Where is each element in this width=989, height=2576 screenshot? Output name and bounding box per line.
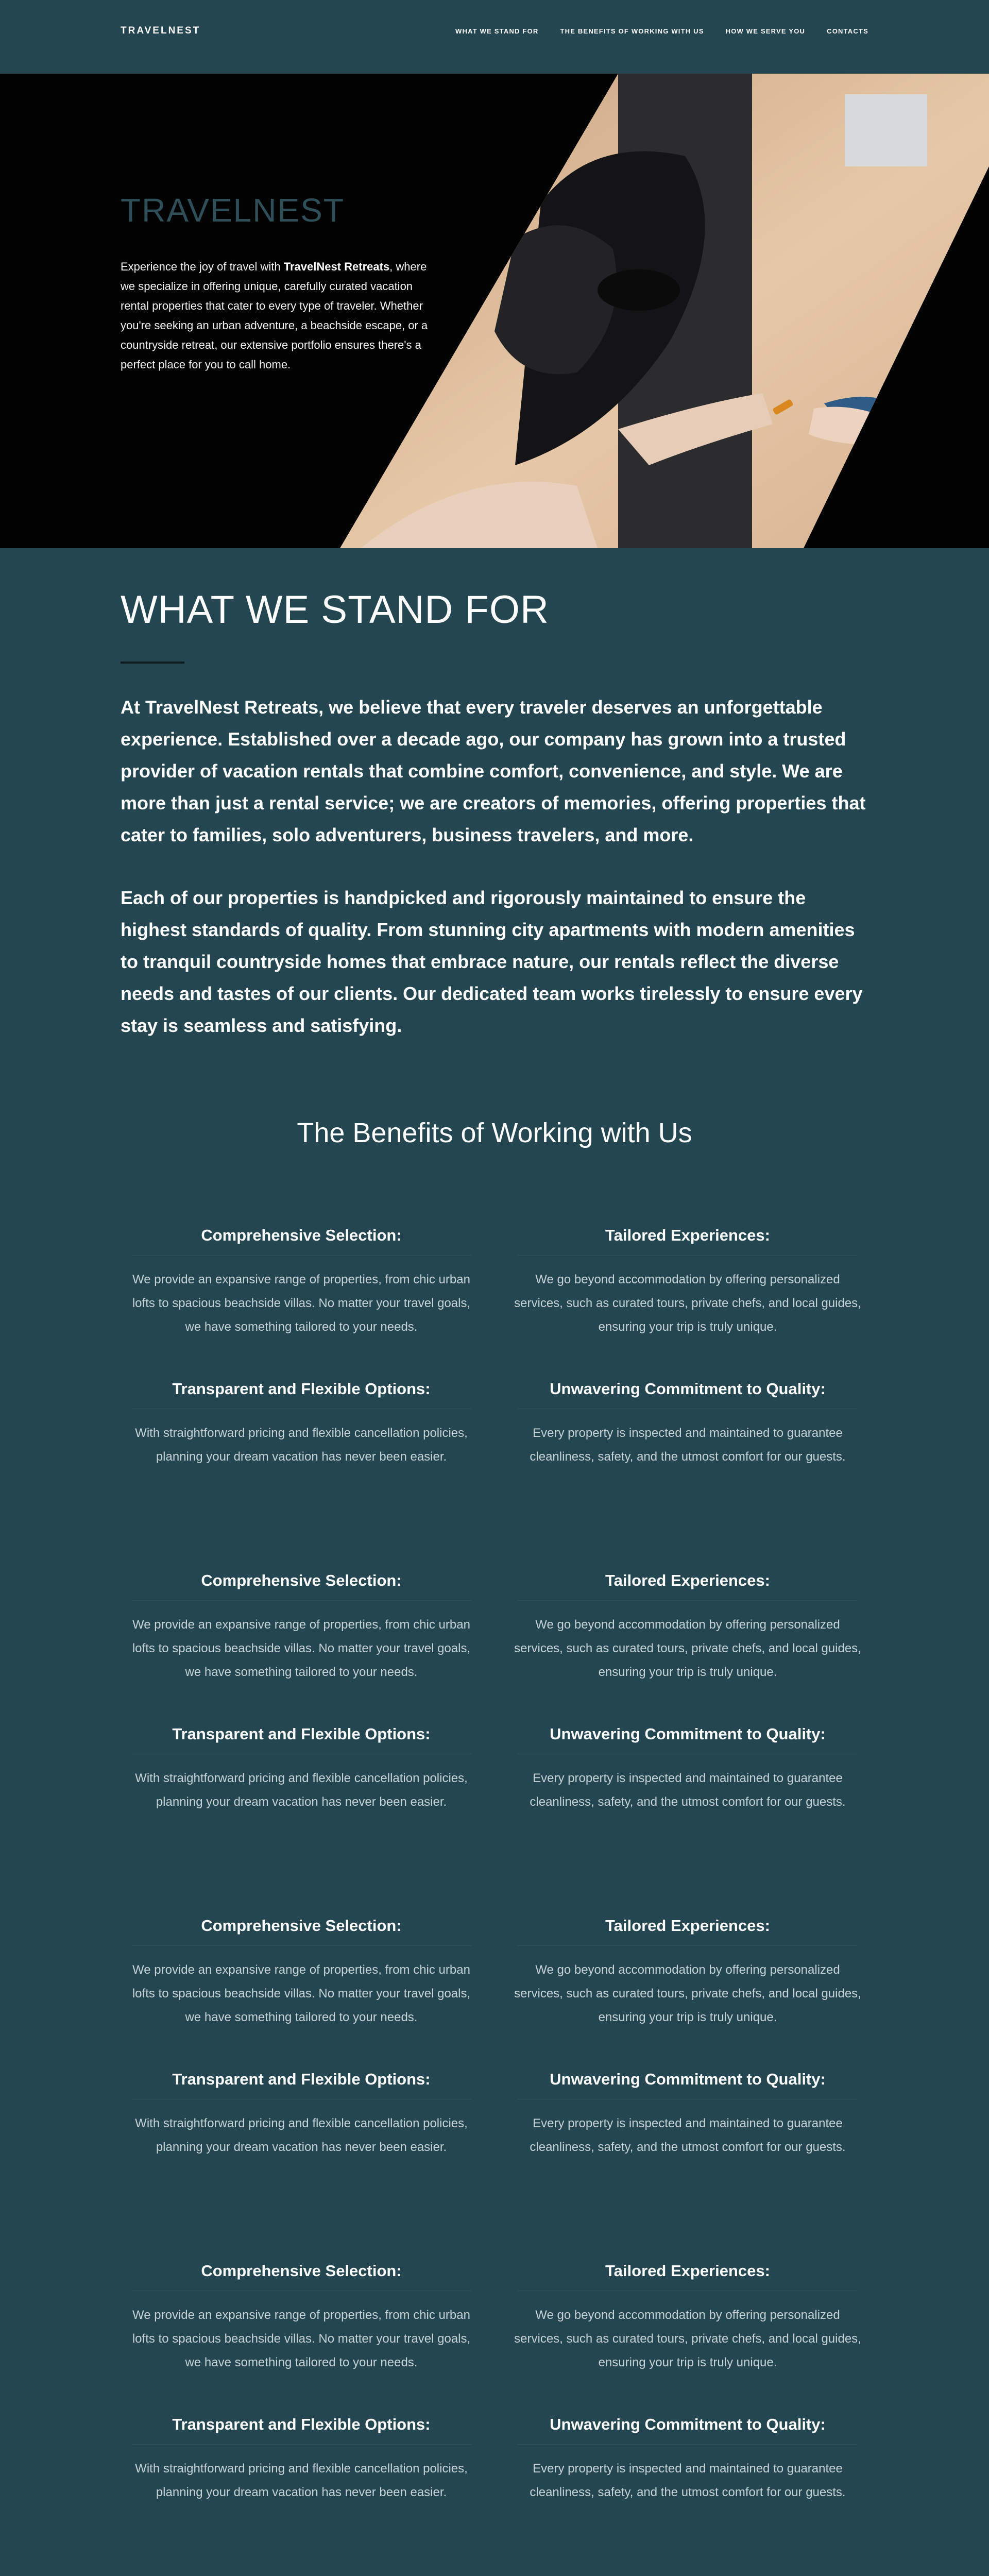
stand-for-paragraph-1: At TravelNest Retreats, we believe that every traveler deserves an unforgettable experience. Established over a decade ago, our company has grown into a trusted provider of vacation rentals that combine comfort, convenience, and style. We are more than just a rental service; we are creators of memories, offering properties that cater to families, solo adventurers, business travelers, and more. bbox=[121, 697, 866, 845]
benefits-title: The Benefits of Working with Us bbox=[297, 1117, 692, 1148]
benefit-card bbox=[124, 1379, 479, 1469]
benefit-title: Unwavering Commitment to Quality: bbox=[550, 2415, 826, 2433]
benefit-text: With straightforward pricing and flexible cancellation policies, planning your dream vacation has never been easier. bbox=[135, 2462, 468, 2499]
benefit-divider bbox=[131, 1945, 471, 1946]
benefit-divider bbox=[518, 1255, 858, 1256]
benefit-card bbox=[124, 1570, 479, 1684]
benefit-text: With straightforward pricing and flexible cancellation policies, planning your dream vacation has never been easier. bbox=[135, 1426, 468, 1464]
benefit-card bbox=[510, 2069, 865, 2159]
benefit-title: Comprehensive Selection: bbox=[201, 1571, 402, 1589]
benefit-card bbox=[510, 2261, 865, 2375]
benefit-text: We provide an expansive range of properties, from chic urban lofts to spacious beachside villas. No matter your travel goals, we have something tailored to your needs. bbox=[132, 1618, 471, 1679]
benefit-text: With straightforward pricing and flexible cancellation policies, planning your dream vacation has never been easier. bbox=[135, 2116, 468, 2154]
nav-link-serve[interactable]: HOW WE SERVE YOU bbox=[725, 27, 806, 35]
benefit-divider bbox=[131, 2444, 471, 2445]
hero-title: TRAVELNEST bbox=[121, 192, 345, 229]
benefit-title: Tailored Experiences: bbox=[605, 1226, 770, 1244]
benefit-card bbox=[510, 1916, 865, 2029]
benefit-card bbox=[510, 1225, 865, 1339]
benefit-text: Every property is inspected and maintained to guarantee cleanliness, safety, and the utmost comfort for our guests. bbox=[530, 1426, 846, 1464]
benefit-card bbox=[124, 2069, 479, 2159]
top-nav bbox=[0, 0, 989, 74]
benefit-title: Comprehensive Selection: bbox=[201, 2262, 402, 2280]
stand-for-title: WHAT WE STAND FOR bbox=[121, 588, 549, 632]
nav-link-stand-for[interactable]: WHAT WE STAND FOR bbox=[455, 27, 539, 35]
benefit-divider bbox=[131, 1600, 471, 1601]
benefit-card bbox=[124, 2414, 479, 2504]
benefit-card bbox=[510, 2414, 865, 2504]
benefit-title: Tailored Experiences: bbox=[605, 2262, 770, 2280]
hero-section bbox=[0, 74, 989, 548]
benefit-card bbox=[124, 1225, 479, 1339]
section-divider bbox=[121, 662, 184, 664]
benefit-text: We provide an expansive range of properties, from chic urban lofts to spacious beachside villas. No matter your travel goals, we have something tailored to your needs. bbox=[132, 1273, 471, 1334]
benefit-text: We go beyond accommodation by offering personalized services, such as curated tours, private chefs, and local guides, ensuring your trip is truly unique. bbox=[514, 1963, 861, 2024]
stand-for-paragraph-2: Each of our properties is handpicked and rigorously maintained to ensure the highest standards of quality. From stunning city apartments with modern amenities to tranquil countryside homes that embrace nature, our rentals reflect the diverse needs and tastes of our clients. Our dedicated team works tirelessly to ensure every stay is seamless and satisfying. bbox=[121, 887, 863, 1036]
benefit-text: Every property is inspected and maintained to guarantee cleanliness, safety, and the utmost comfort for our guests. bbox=[530, 2462, 846, 2499]
benefit-title: Tailored Experiences: bbox=[605, 1917, 770, 1935]
benefit-card bbox=[510, 1379, 865, 1469]
benefit-divider bbox=[131, 1255, 471, 1256]
benefit-text: We go beyond accommodation by offering personalized services, such as curated tours, private chefs, and local guides, ensuring your trip is truly unique. bbox=[514, 2308, 861, 2369]
benefit-text: With straightforward pricing and flexible cancellation policies, planning your dream vacation has never been easier. bbox=[135, 1771, 468, 1809]
benefit-text: We provide an expansive range of properties, from chic urban lofts to spacious beachside villas. No matter your travel goals, we have something tailored to your needs. bbox=[132, 1963, 471, 2024]
benefit-title: Transparent and Flexible Options: bbox=[172, 1725, 431, 1743]
benefit-text: We go beyond accommodation by offering personalized services, such as curated tours, private chefs, and local guides, ensuring your trip is truly unique. bbox=[514, 1273, 861, 1334]
benefit-title: Unwavering Commitment to Quality: bbox=[550, 1725, 826, 1743]
hero-brand-highlight: TravelNest Retreats bbox=[283, 260, 390, 273]
brand-logo[interactable]: TRAVELNEST bbox=[121, 25, 201, 36]
benefit-divider bbox=[518, 1945, 858, 1946]
benefit-divider bbox=[518, 1600, 858, 1601]
benefit-title: Transparent and Flexible Options: bbox=[172, 2070, 431, 2088]
benefit-text: Every property is inspected and maintained to guarantee cleanliness, safety, and the utmost comfort for our guests. bbox=[530, 2116, 846, 2154]
benefit-title: Transparent and Flexible Options: bbox=[172, 2415, 431, 2433]
benefit-text: We provide an expansive range of properties, from chic urban lofts to spacious beachside villas. No matter your travel goals, we have something tailored to your needs. bbox=[132, 2308, 471, 2369]
benefit-card bbox=[124, 2261, 479, 2375]
benefit-divider bbox=[518, 2444, 858, 2445]
benefit-title: Comprehensive Selection: bbox=[201, 1226, 402, 1244]
benefit-title: Comprehensive Selection: bbox=[201, 1917, 402, 1935]
benefit-card bbox=[510, 1724, 865, 1814]
hero-description: Experience the joy of travel with TravelNest Retreats, where we specialize in offering unique, carefully curated vacation rental properties that cater to every type of traveler. Whether you're seeking an urban adventure, a beachside escape, or a countryside retreat, our extensive portfolio ensures there's a perfect place for you to call home. bbox=[121, 260, 428, 371]
nav-link-contacts[interactable]: CONTACTS bbox=[827, 27, 868, 35]
benefit-text: Every property is inspected and maintained to guarantee cleanliness, safety, and the utmost comfort for our guests. bbox=[530, 1771, 846, 1809]
benefit-title: Unwavering Commitment to Quality: bbox=[550, 2070, 826, 2088]
benefit-title: Transparent and Flexible Options: bbox=[172, 1380, 431, 1398]
main-menu bbox=[455, 27, 868, 35]
benefit-title: Unwavering Commitment to Quality: bbox=[550, 1380, 826, 1398]
benefit-text: We go beyond accommodation by offering personalized services, such as curated tours, private chefs, and local guides, ensuring your trip is truly unique. bbox=[514, 1618, 861, 1679]
benefit-card bbox=[124, 1724, 479, 1814]
nav-link-benefits[interactable]: THE BENEFITS OF WORKING WITH US bbox=[560, 27, 704, 35]
benefit-card bbox=[510, 1570, 865, 1684]
benefit-title: Tailored Experiences: bbox=[605, 1571, 770, 1589]
benefit-card bbox=[124, 1916, 479, 2029]
